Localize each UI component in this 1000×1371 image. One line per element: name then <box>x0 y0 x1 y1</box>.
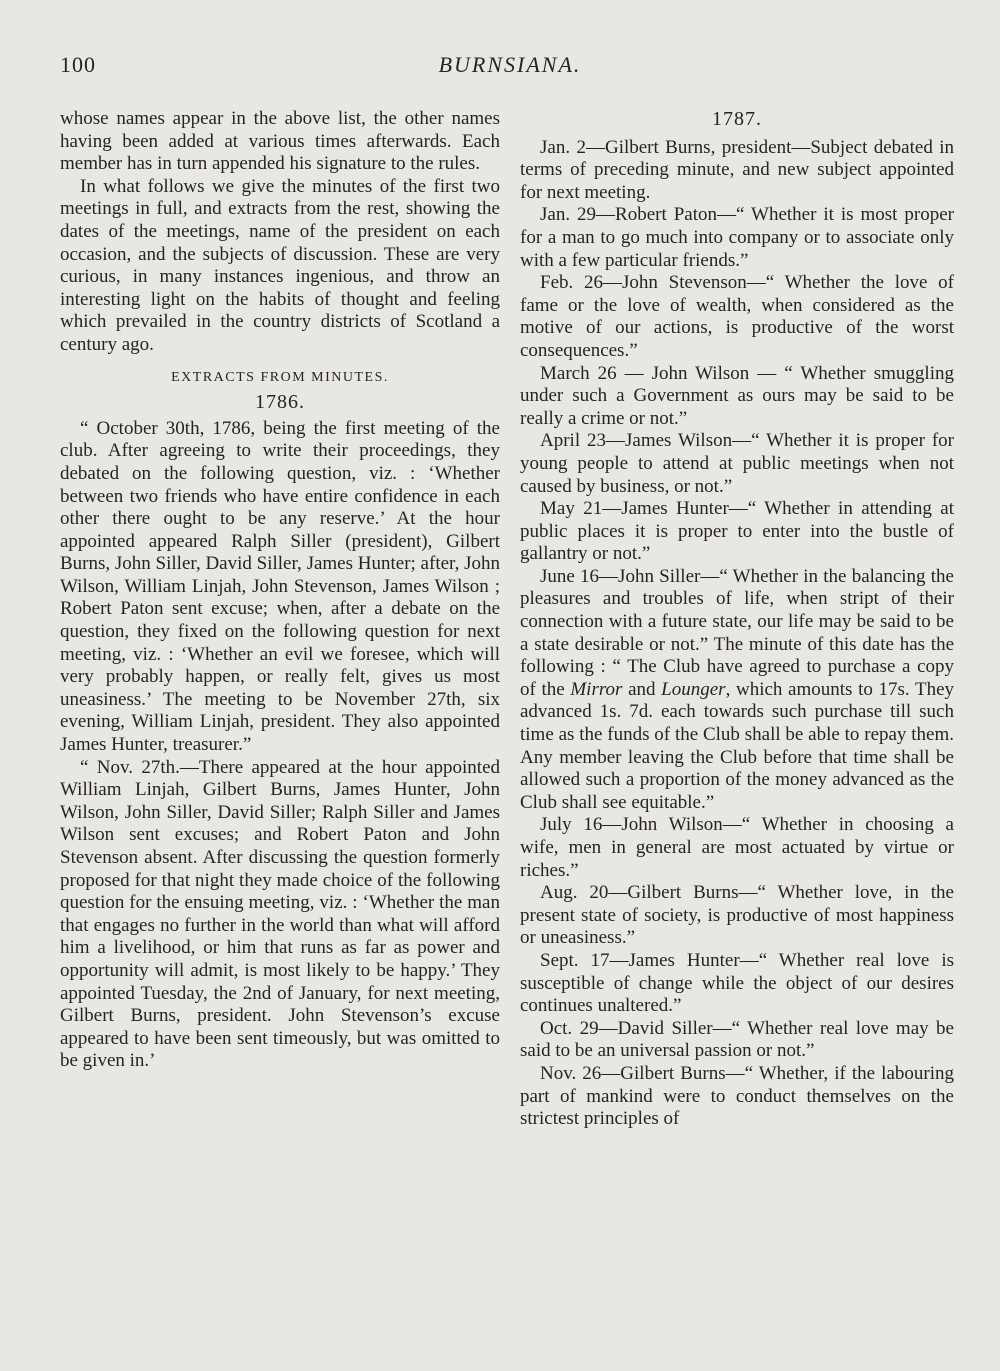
minute-entry: July 16—John Wilson—“ Whether in choosing a wife, men in general are most actuated by virtue or riches.” <box>520 814 954 881</box>
intro-paragraph: In what follows we give the minutes of the first two meetings in full, and extracts from the rest, showing the dates of the meetings, name of the president on each occasion, and the subjects of discussion. These are very curious, in many instances ingenious, and throw an interesting light on the habits of thought and feeling which prevailed in the country districts of Scotland a century ago. <box>60 175 500 355</box>
page-number: 100 <box>60 52 96 77</box>
minute-october: “ October 30th, 1786, being the first meeting of the club. After agreeing to write their proceedings, they debated on the following question, viz. : ‘Whether between two friends who have entire confidence in each other there ought to be any reserve.’ At the hour appointed appeared Ralph Siller (president), Gilbert Burns, John Siller, David Siller, James Hunter; after, John Wilson, William Linjah, John Stevenson, James Wilson ; Robert Paton sent excuse; when, after a debate on the question, they fixed on the following question for next meeting, viz. : ‘Whether an evil we foresee, which will very probably happen, or really felt, gives us most uneasiness.’ The meeting to be November 27th, six evening, William Linjah, president. They also appointed James Hunter, treasurer.” <box>60 417 500 756</box>
minute-entry: Sept. 17—James Hunter—“ Whether real love is susceptible of change while the object of our desires continues unaltered.” <box>520 949 954 1017</box>
minute-november: “ Nov. 27th.—There appeared at the hour appointed William Linjah, Gilbert Burns, James Hunter, John Wilson, John Siller, David Siller; Ralph Siller and James Wilson sent excuses; and Robert Paton and John Stevenson absent. After discussing the question formerly proposed for that night they made choice of the following question for the ensuing meeting, viz. : ‘Whether the man that engages no further in the world than what will afford him a livelihood, or him that runs as far as power and opportunity will admit, is most likely to be happy.’ They appointed Tuesday, the 2nd of January, for next meeting, Gilbert Burns, president. John Stevenson’s excuse appeared to have been sent timeously, but was omitted to be given in.’ <box>60 756 500 1072</box>
june-and: and <box>622 678 662 700</box>
section-heading: EXTRACTS FROM MINUTES. <box>171 369 389 385</box>
mirror-title: Mirror <box>570 678 623 700</box>
intro-continuation: whose names appear in the above list, the other names having been added at various times afterwards. Each member has in turn appended his signature to the rules. <box>60 108 500 175</box>
minute-entry-june <box>520 566 954 815</box>
minute-entry: Nov. 26—Gilbert Burns—“ Whether, if the labouring part of mankind were to conduct themselves on the strictest principles of <box>520 1062 954 1130</box>
running-head <box>0 52 1000 88</box>
minute-entry: May 21—James Hunter—“ Whether in attending at public places it is proper to enter into the bustle of gallantry or not.” <box>520 498 954 565</box>
minute-entry: Feb. 26—John Stevenson—“ Whether the love of fame or the love of wealth, when considered as the motive of our actions, is productive of the worst consequences.” <box>520 272 954 361</box>
running-title: BURNSIANA. <box>438 52 582 77</box>
right-column <box>520 108 954 1131</box>
minute-entry: Jan. 2—Gilbert Burns, president—Subject debated in terms of preceding minute, and new subject appointed for next meeting. <box>520 136 954 203</box>
lounger-title: Lounger <box>661 678 726 700</box>
june-text-after: , which amounts to 17s. They advanced 1s. 7d. each towards such purchase till such time as the funds of the Club shall be able to repay them. Any member leaving the Club before that time shall be allowed such a proportion of the money advanced as the Club shall see equitable.” <box>520 678 955 813</box>
left-column <box>60 108 500 1073</box>
minute-entry: Oct. 29—David Siller—“ Whether real love may be said to be an universal passion or not.” <box>520 1017 954 1062</box>
year-heading-1786: 1786. <box>255 391 305 414</box>
minute-entry: April 23—James Wilson—“ Whether it is proper for young people to attend at public meetings when not caused by business, or not.” <box>520 430 954 497</box>
june-text-before: June 16—John Siller—“ Whether in the balancing the pleasures and troubles of life, when stript of their connection with a future state, our life may be said to be a state desirable or not.” The minute of this date has the following : “ The Club have agreed to purchase a copy of the <box>520 565 954 700</box>
year-heading-1787: 1787. <box>712 108 762 130</box>
minute-entry: Jan. 29—Robert Paton—“ Whether it is most proper for a man to go much into company or to associate only with a few particular friends.” <box>520 204 954 271</box>
minute-entry: Aug. 20—Gilbert Burns—“ Whether love, in the present state of society, is productive of most happiness or uneasiness.” <box>520 882 954 949</box>
minute-entry: March 26 — John Wilson — “ Whether smuggling under such a Government as ours may be said to be really a crime or not.” <box>520 362 954 429</box>
